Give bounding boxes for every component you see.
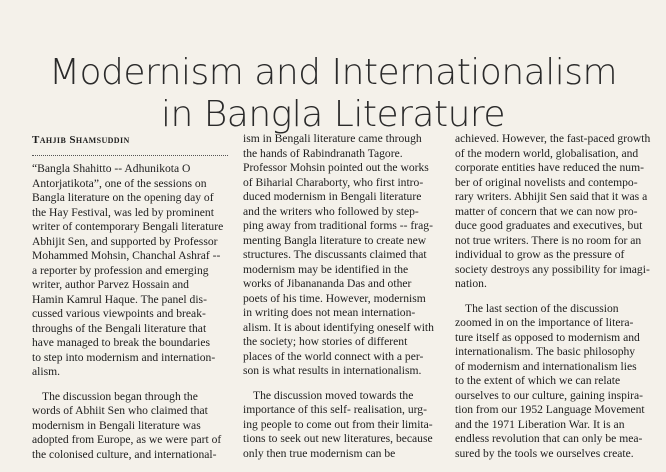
text-line: zoomed in on the importance of litera- [455, 316, 634, 329]
text-line: structures. The discussants claimed that [243, 248, 427, 261]
text-line: corporate entities have reduced the num- [455, 161, 644, 174]
text-line: matter of concern that we can now pro- [455, 204, 638, 218]
text-line: achieved. However, the fast-paced growth [455, 132, 651, 145]
paragraph [455, 132, 655, 292]
text-line: throughs of the Bengali literature that [32, 321, 207, 335]
text-line: Abhijit Sen, and supported by Professor [32, 234, 218, 248]
text-line: alism. [32, 365, 61, 378]
text-line: the society; how stories of different [243, 335, 408, 348]
text-line: The last section of the discussion [465, 301, 619, 315]
text-line: have managed to break the boundaries [32, 336, 211, 349]
text-line: works of Jibanananda Das and other [243, 277, 412, 290]
text-line: to step into modernism and internation- [32, 350, 216, 364]
text-line: and the 1971 Liberation War. It is an [455, 417, 625, 431]
text-line: only then true modernism can be [243, 446, 396, 460]
column-1 [32, 162, 228, 472]
paragraph [243, 132, 440, 379]
text-line: ourselves to our culture, gaining inspira- [455, 388, 644, 402]
text-line: nation. [455, 277, 487, 290]
text-line: Professor Mohsin pointed out the works [243, 161, 429, 174]
text-line: importance of this self- realisation, urg- [243, 403, 427, 416]
article-headline [0, 52, 666, 136]
byline: Tahjib Shamsuddin [32, 134, 130, 146]
text-line: The discussion began through the [42, 389, 198, 403]
text-line: endless revolution that can only be mea- [455, 432, 643, 445]
text-line: society destroys any possibility for imagi- [455, 262, 650, 276]
text-line: Antorjatikota”, one of the sessions on [32, 176, 207, 190]
text-line: to the extent of which we can relate [455, 374, 621, 387]
text-line: Hamin Kamrul Haque. The panel dis- [32, 292, 207, 306]
text-line: tions to seek out new literatures, because [243, 432, 433, 445]
text-line: of modernism and internationalism lies [455, 359, 637, 373]
text-line: words of Abhiit Sen who claimed that [32, 404, 208, 417]
text-line: a reporter by profession and emerging [32, 263, 209, 277]
paragraph [455, 302, 655, 462]
column-2 [243, 132, 440, 471]
text-line: writer, author Parvez Hossain and [32, 278, 189, 291]
text-line: Bangla literature on the opening day of [32, 191, 214, 204]
text-line: alism. It is about identifying oneself with [243, 320, 434, 334]
text-line: Mohammed Mohsin, Chanchal Ashraf -- [32, 249, 221, 262]
paragraph [32, 162, 228, 380]
text-line: modernism in Bengali literature was [32, 418, 201, 432]
text-line: modernism may be identified in the [243, 262, 409, 276]
text-line: rary writers. Abhijit Sen said that it was a [455, 190, 648, 203]
text-line: adopted from Europe, as we were part of [32, 433, 222, 446]
text-line: places of the world connect with a per- [243, 349, 424, 363]
column-3 [455, 132, 655, 471]
text-line: “Bangla Shahitto -- Adhunikota O [32, 162, 191, 175]
text-line: son is what results in internationalism. [243, 364, 422, 377]
text-line: ture itself as opposed to modernism and [455, 330, 640, 344]
text-line: the hands of Rabindranath Tagore. [243, 146, 403, 160]
text-line: ism in Bengali literature came through [243, 132, 422, 145]
text-line: in writing does not mean internation- [243, 306, 416, 319]
text-line: cussed various viewpoints and break- [32, 307, 206, 320]
text-line: ber of original novelists and contempo- [455, 175, 638, 189]
text-line: writer of contemporary Bengali literature [32, 220, 224, 233]
text-line: the Hay Festival, was led by prominent [32, 205, 214, 219]
text-line: ing people to come out from their limita- [243, 417, 433, 431]
text-line: not true writers. There is no room for an [455, 233, 642, 247]
byline-divider [32, 155, 228, 156]
paragraph [32, 390, 228, 463]
text-line: sured by the tools we ourselves create. [455, 446, 634, 460]
text-line: individual to grow as the pressure of [455, 248, 625, 261]
text-line: ping away from traditional forms -- frag- [243, 219, 433, 232]
paragraph [243, 389, 440, 462]
text-line: and the writers who followed by step- [243, 204, 419, 218]
text-line: duced modernism in Bengali literature [243, 190, 422, 203]
text-line: of the modern world, globalisation, and [455, 146, 639, 160]
text-line: of Biharial Charaborty, who first intro- [243, 175, 424, 189]
text-line: menting Bangla literature to create new [243, 233, 427, 247]
text-line: The discussion moved towards the [253, 388, 414, 402]
text-line: the colonised culture, and international- [32, 447, 217, 461]
text-line: poets of his time. However, modernism [243, 291, 426, 305]
text-line: tion from our 1952 Language Movement [455, 403, 645, 416]
text-line: duce good graduates and executives, but [455, 219, 643, 232]
headline-line-2: in Bangla Literature [160, 94, 506, 136]
headline-line-1: Modernism and Internationalism [48, 52, 618, 94]
text-line: internationalism. The basic philosophy [455, 345, 636, 358]
